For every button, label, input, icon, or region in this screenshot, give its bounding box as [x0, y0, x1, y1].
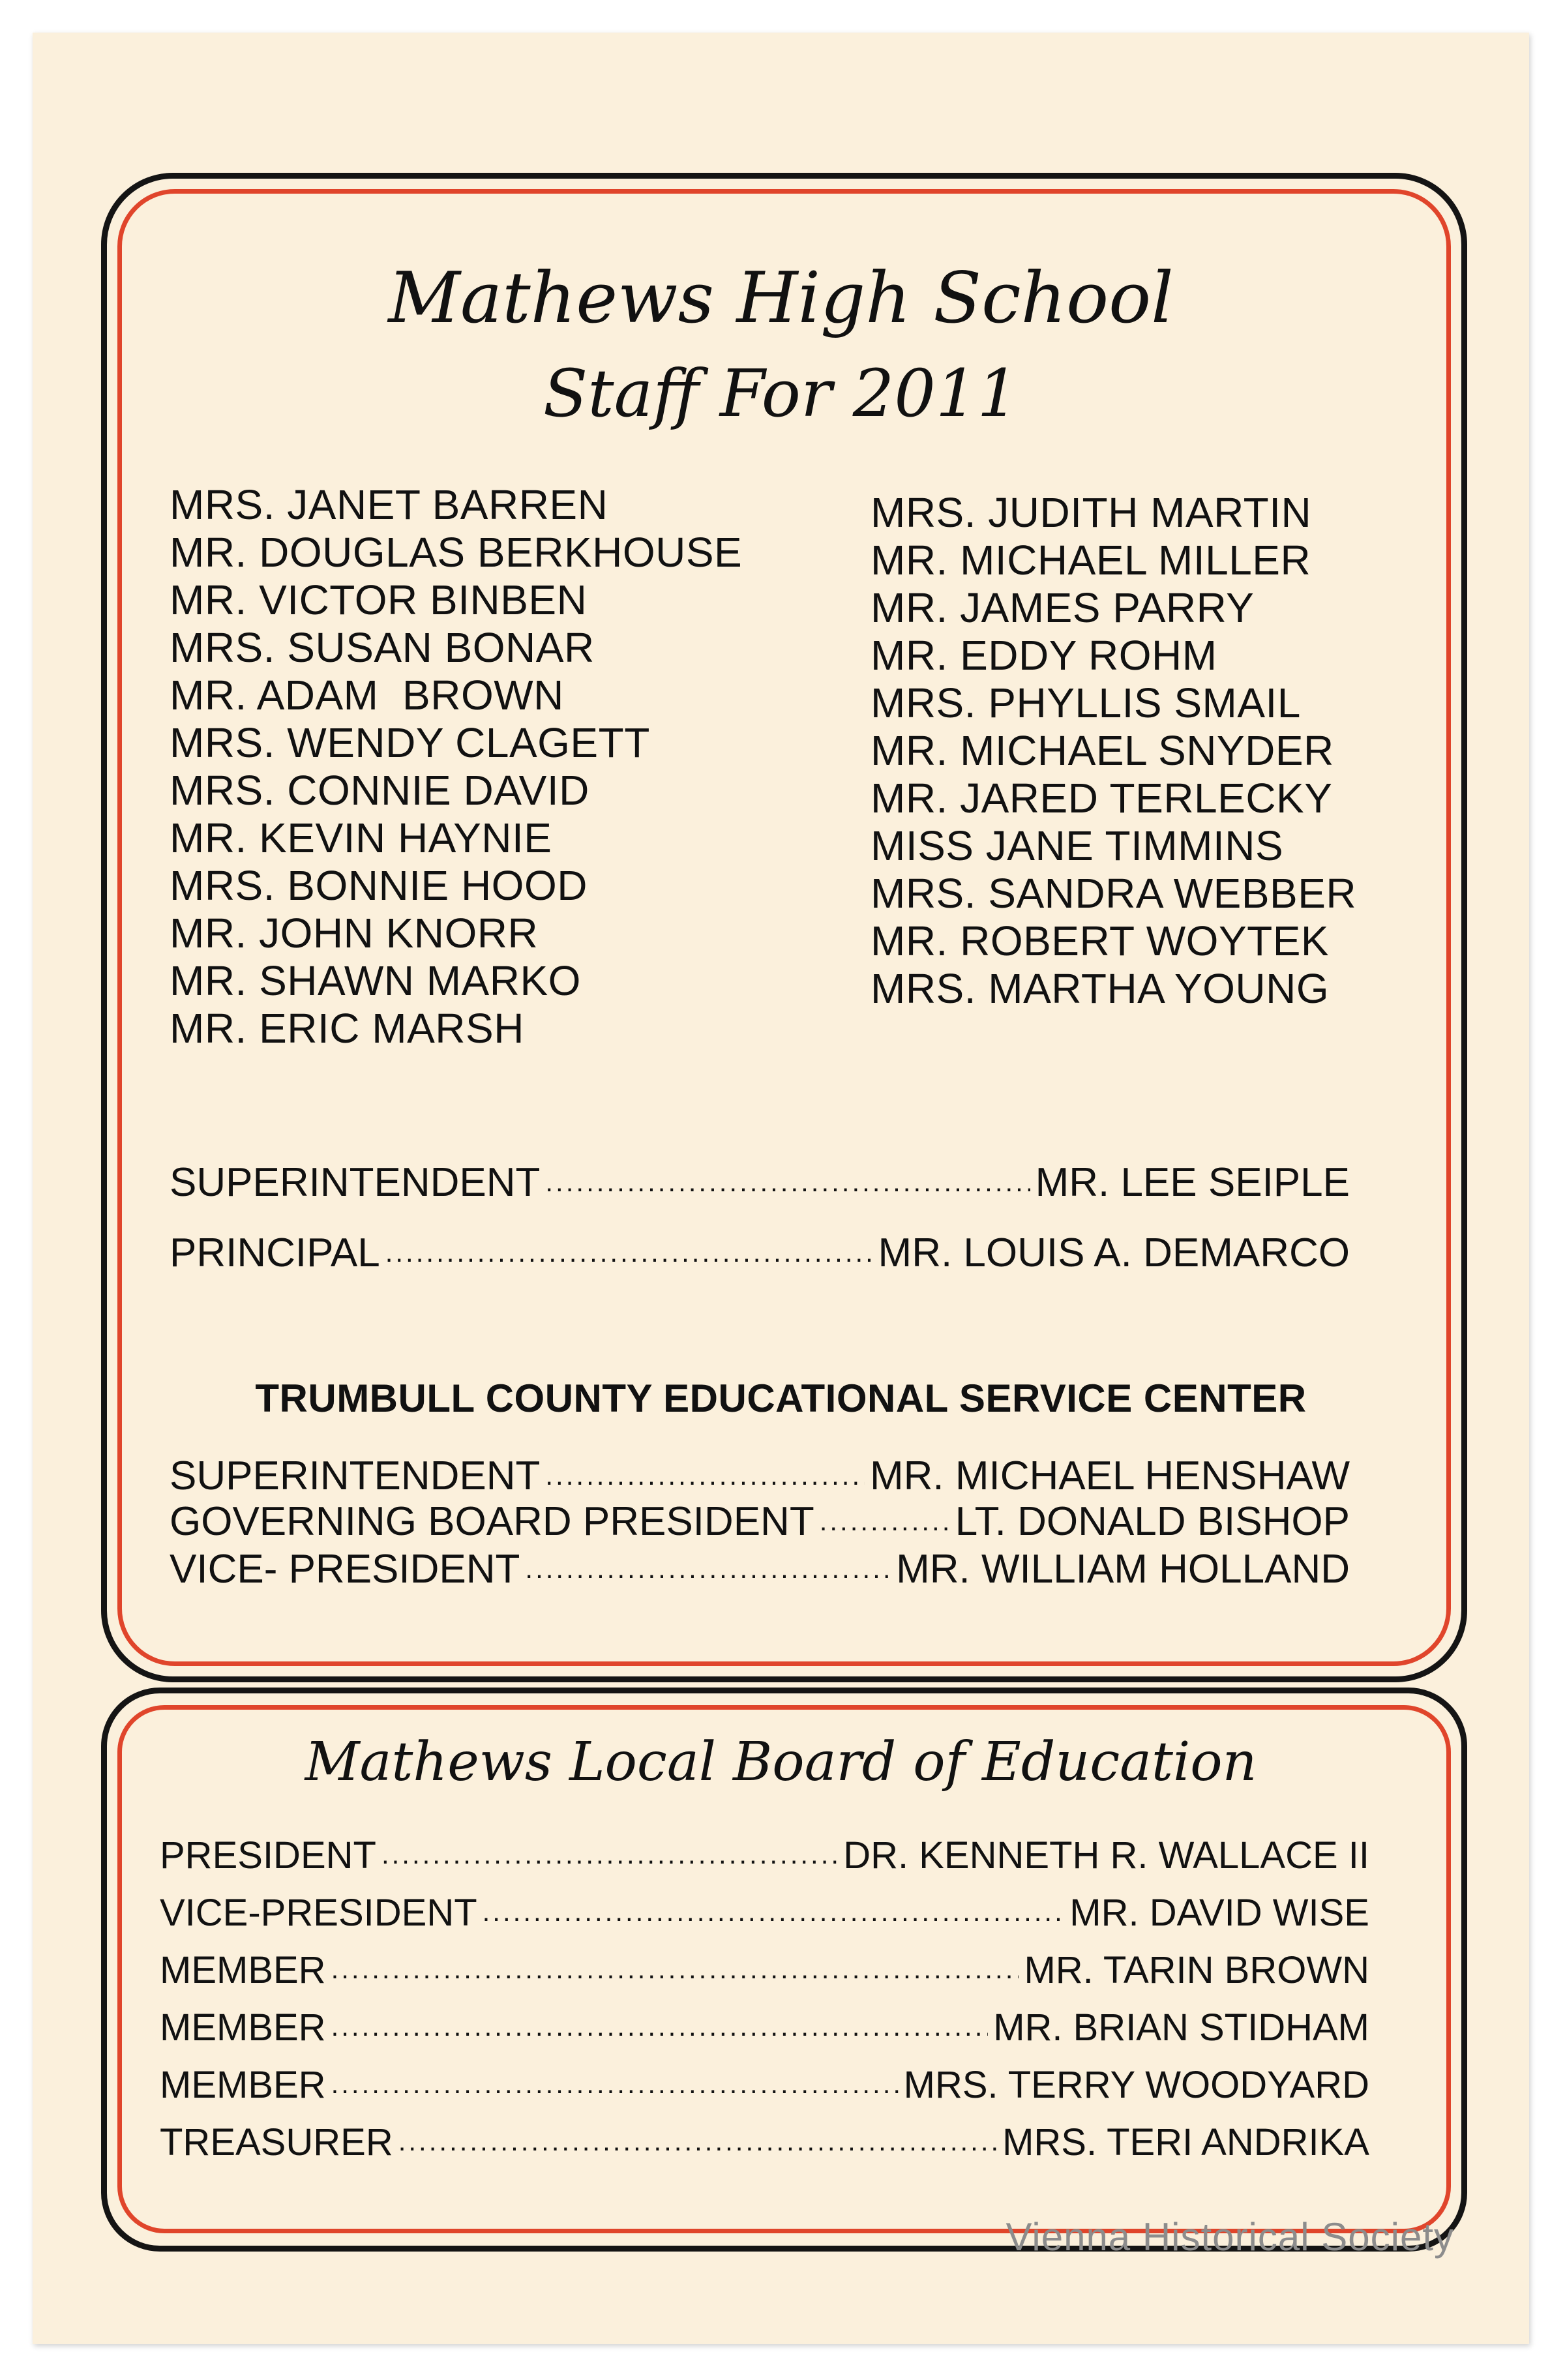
person-name: MR. TARIN BROWN — [1024, 1949, 1369, 1992]
person-name: MR. WILLIAM HOLLAND — [896, 1546, 1350, 1592]
role-label: GOVERNING BOARD PRESIDENT — [170, 1498, 814, 1544]
staff-name: MR. SHAWN MARKO — [170, 957, 581, 1004]
staff-name: MR. ROBERT WOYTEK — [871, 917, 1330, 964]
staff-name: MR. ADAM BROWN — [170, 672, 564, 719]
staff-year-title: Staff For 2011 — [543, 355, 1019, 432]
board-row — [160, 2119, 1369, 2164]
person-name: LT. DONALD BISHOP — [955, 1498, 1350, 1544]
role-label: SUPERINTENDENT — [170, 1159, 541, 1205]
role-label: MEMBER — [160, 2064, 326, 2107]
dot-leader — [398, 2119, 997, 2155]
board-title: Mathews Local Board of Education — [305, 1731, 1257, 1793]
staff-name: MR. KEVIN HAYNIE — [170, 814, 552, 861]
staff-name: MRS. JANET BARREN — [170, 481, 608, 528]
person-name: DR. KENNETH R. WALLACE II — [843, 1834, 1369, 1877]
watermark: Vienna Historical Society — [1006, 2215, 1454, 2259]
person-name: MR. DAVID WISE — [1069, 1892, 1369, 1935]
program-page — [33, 33, 1529, 2344]
staff-name: MR. EDDY ROHM — [871, 632, 1217, 679]
staff-list-right — [871, 489, 1356, 1013]
dot-leader — [820, 1496, 950, 1535]
county-row — [170, 1496, 1350, 1545]
person-name: MR. MICHAEL HENSHAW — [869, 1453, 1350, 1498]
staff-name: MR. ERIC MARSH — [170, 1005, 524, 1052]
dot-leader — [331, 1947, 1019, 1983]
staff-name: MISS JANE TIMMINS — [871, 822, 1284, 869]
staff-name: MR. JAMES PARRY — [871, 584, 1255, 631]
person-name: MRS. TERRY WOODYARD — [903, 2064, 1369, 2107]
role-label: MEMBER — [160, 2006, 326, 2049]
superintendent-row — [170, 1157, 1350, 1206]
staff-name: MRS. WENDY CLAGETT — [170, 719, 650, 766]
staff-name: MR. JOHN KNORR — [170, 910, 539, 957]
county-row — [170, 1451, 1350, 1499]
staff-name: MR. DOUGLAS BERKHOUSE — [170, 529, 743, 576]
role-label: VICE- PRESIDENT — [170, 1546, 520, 1592]
staff-name: MRS. JUDITH MARTIN — [871, 489, 1312, 536]
role-label: TREASURER — [160, 2121, 393, 2164]
staff-name: MRS. CONNIE DAVID — [170, 767, 589, 814]
staff-name: MRS. SUSAN BONAR — [170, 624, 595, 671]
principal-row — [170, 1228, 1350, 1276]
county-center-heading: TRUMBULL COUNTY EDUCATIONAL SERVICE CENTER — [255, 1376, 1307, 1420]
staff-name: MR. VICTOR BINBEN — [170, 576, 588, 623]
person-name: MR. LOUIS A. DEMARCO — [878, 1230, 1350, 1275]
dot-leader — [525, 1544, 891, 1583]
staff-name: MR. MICHAEL MILLER — [871, 537, 1311, 584]
board-row — [160, 1947, 1369, 1992]
staff-name: MR. JARED TERLECKY — [871, 775, 1333, 822]
role-label: VICE-PRESIDENT — [160, 1892, 477, 1935]
role-label: PRINCIPAL — [170, 1230, 380, 1275]
dot-leader — [331, 2004, 989, 2040]
staff-name: MRS. SANDRA WEBBER — [871, 870, 1357, 917]
staff-name: MR. MICHAEL SNYDER — [871, 727, 1334, 774]
staff-list-left — [170, 481, 742, 1052]
school-title: Mathews High School — [388, 258, 1174, 339]
staff-name: MRS. BONNIE HOOD — [170, 862, 588, 909]
person-name: MRS. TERI ANDRIKA — [1002, 2121, 1369, 2164]
role-label: SUPERINTENDENT — [170, 1453, 541, 1498]
dot-leader — [385, 1228, 873, 1266]
dot-leader — [331, 2062, 899, 2098]
person-name: MR. BRIAN STIDHAM — [993, 2006, 1369, 2049]
person-name: MR. LEE SEIPLE — [1035, 1159, 1350, 1205]
dot-leader — [483, 1890, 1065, 1926]
board-row — [160, 1832, 1369, 1877]
board-row — [160, 2004, 1369, 2049]
dot-leader — [545, 1157, 1030, 1196]
board-row — [160, 2062, 1369, 2107]
board-row — [160, 1890, 1369, 1935]
role-label: MEMBER — [160, 1949, 326, 1992]
county-row — [170, 1544, 1350, 1592]
dot-leader — [381, 1832, 838, 1868]
role-label: PRESIDENT — [160, 1834, 376, 1877]
dot-leader — [545, 1451, 865, 1489]
staff-name: MRS. MARTHA YOUNG — [871, 965, 1330, 1012]
staff-name: MRS. PHYLLIS SMAIL — [871, 679, 1301, 726]
